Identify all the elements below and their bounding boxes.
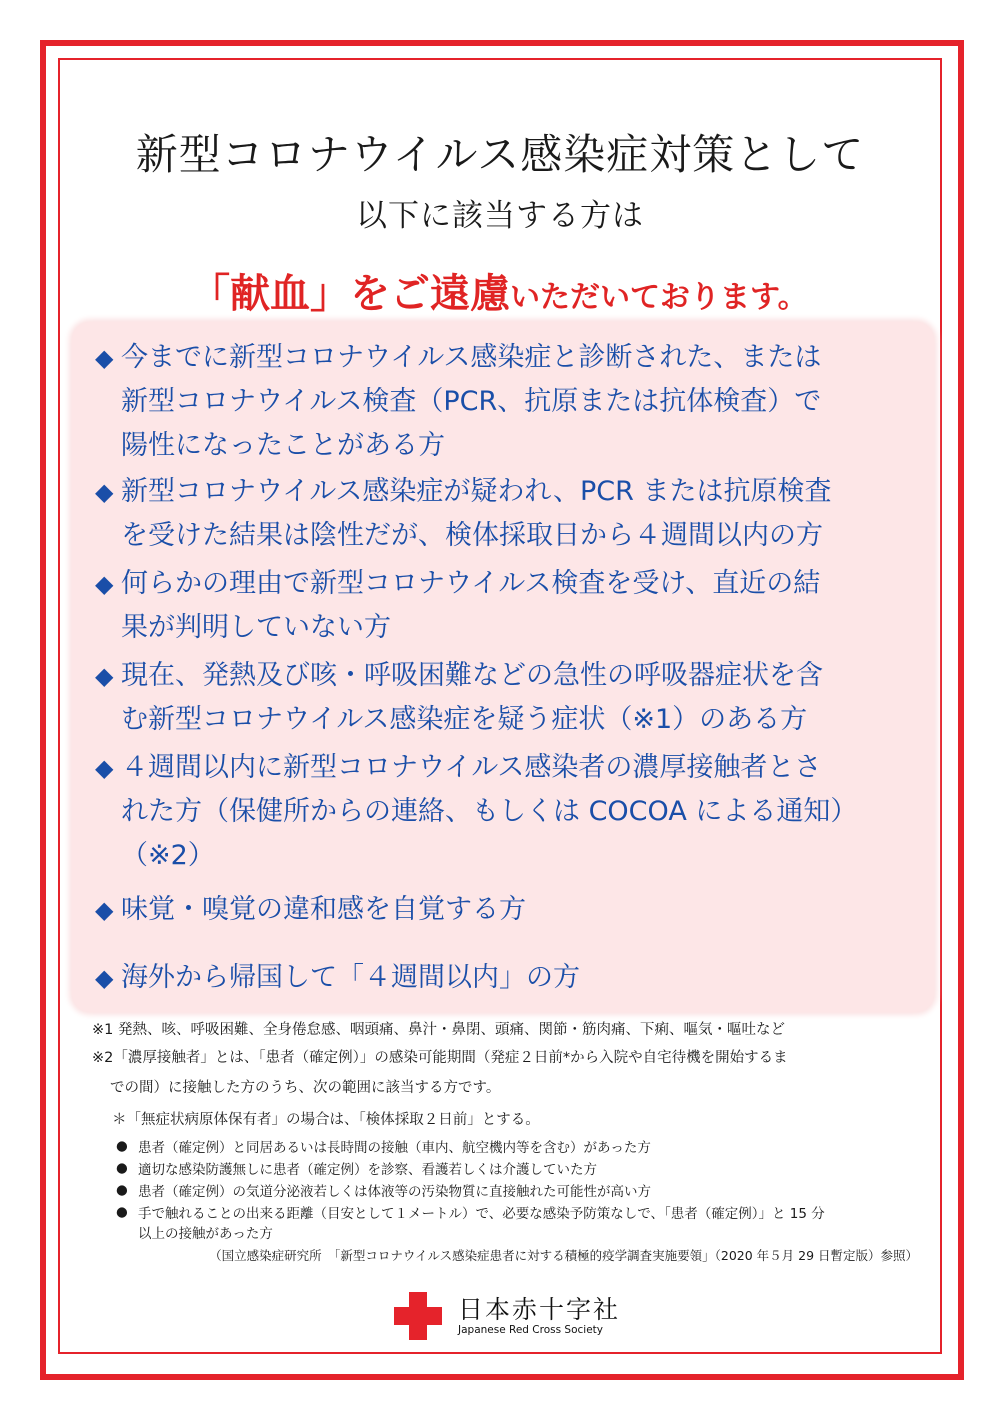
asterisk-note: ＊「無症状病原体保有者」の場合は、「検体採取２日前」とする。 [112, 1112, 540, 1128]
criterion-text: 味覚・嗅覚の違和感を自覚する方 [121, 894, 526, 925]
diamond-bullet-icon: ◆ [95, 662, 114, 690]
criterion-text: 現在、発熱及び咳・呼吸困難などの急性の呼吸器症状を含 む新型コロナウイルス感染症を疑う症状（※1）のある方 [121, 660, 823, 735]
footnote-1: ※1 発熱、咳、呼吸困難、全身倦怠感、咽頭痛、鼻汁・鼻閉、頭痛、関節・筋肉痛、下痢、嘔気・嘔吐など [92, 1022, 785, 1038]
dot-bullet-icon: ● [116, 1138, 128, 1154]
contact-criterion [116, 1160, 597, 1180]
contact-criterion [116, 1182, 651, 1202]
dot-bullet-icon: ● [116, 1182, 128, 1198]
diamond-bullet-icon: ◆ [95, 478, 114, 506]
headline-polite: いただいております。 [510, 280, 808, 315]
criterion-text: 新型コロナウイルス感染症が疑われ、PCR または抗原検査 を受けた結果は陰性だが、検体採取日から４週間以内の方 [121, 476, 832, 551]
diamond-bullet-icon: ◆ [95, 964, 114, 992]
criterion-text: 今までに新型コロナウイルス感染症と診断された、または 新型コロナウイルス検査（PCR、抗原または抗体検査）で 陽性になったことがある方 [121, 342, 822, 461]
contact-criterion-text: 患者（確定例）の気道分泌液若しくは体液等の汚染物質に直接触れた可能性が高い方 [138, 1184, 651, 1200]
page-subtitle: 以下に該当する方は [356, 198, 644, 234]
footnote-2-line1: ※2「濃厚接触者」とは、「患者（確定例）」の感染可能期間（発症２日前*から入院や自宅待機を開始するま [92, 1050, 788, 1066]
criterion-text: 海外から帰国して「４週間以内」の方 [121, 962, 580, 993]
diamond-bullet-icon: ◆ [95, 570, 114, 598]
reference-note: （国立感染症研究所 「新型コロナウイルス感染症患者に対する積極的疫学調査実施要領」（2020 年５月 29 日暫定版）参照） [209, 1248, 918, 1263]
contact-criterion-text: 適切な感染防護無しに患者（確定例）を診察、看護若しくは介護していた方 [138, 1162, 597, 1178]
contact-criterion-text: 手で触れることの出来る距離（目安として１メートル）で、必要な感染予防策なしで、「患者（確定例）」と 15 分 以上の接触があった方 [138, 1206, 825, 1242]
diamond-bullet-icon: ◆ [95, 344, 114, 372]
logo-name-jp: 日本赤十字社 [458, 1295, 621, 1324]
contact-criterion-text: 患者（確定例）と同居あるいは長時間の接触（車内、航空機内等を含む）があった方 [138, 1140, 651, 1156]
dot-bullet-icon: ● [116, 1160, 128, 1176]
page-title: 新型コロナウイルス感染症対策として [135, 130, 865, 179]
diamond-bullet-icon: ◆ [95, 754, 114, 782]
criterion-text: 何らかの理由で新型コロナウイルス検査を受け、直近の結 果が判明していない方 [121, 568, 821, 643]
headline-main: 「献血」をご遠慮 [190, 271, 510, 317]
footnote-2-line2: での間）に接触した方のうち、次の範囲に該当する方です。 [110, 1080, 501, 1096]
headline [190, 262, 830, 319]
dot-bullet-icon: ● [116, 1204, 128, 1220]
diamond-bullet-icon: ◆ [95, 896, 114, 924]
contact-criterion [116, 1138, 651, 1158]
red-cross-icon [392, 1290, 444, 1342]
criterion-text: ４週間以内に新型コロナウイルス感染者の濃厚接触者とさ れた方（保健所からの連絡、もしくは COCOA による通知） （※2） [121, 752, 858, 871]
contact-criterion [116, 1204, 825, 1244]
logo-name-en: Japanese Red Cross Society [458, 1324, 603, 1336]
red-cross-logo [392, 1290, 622, 1342]
